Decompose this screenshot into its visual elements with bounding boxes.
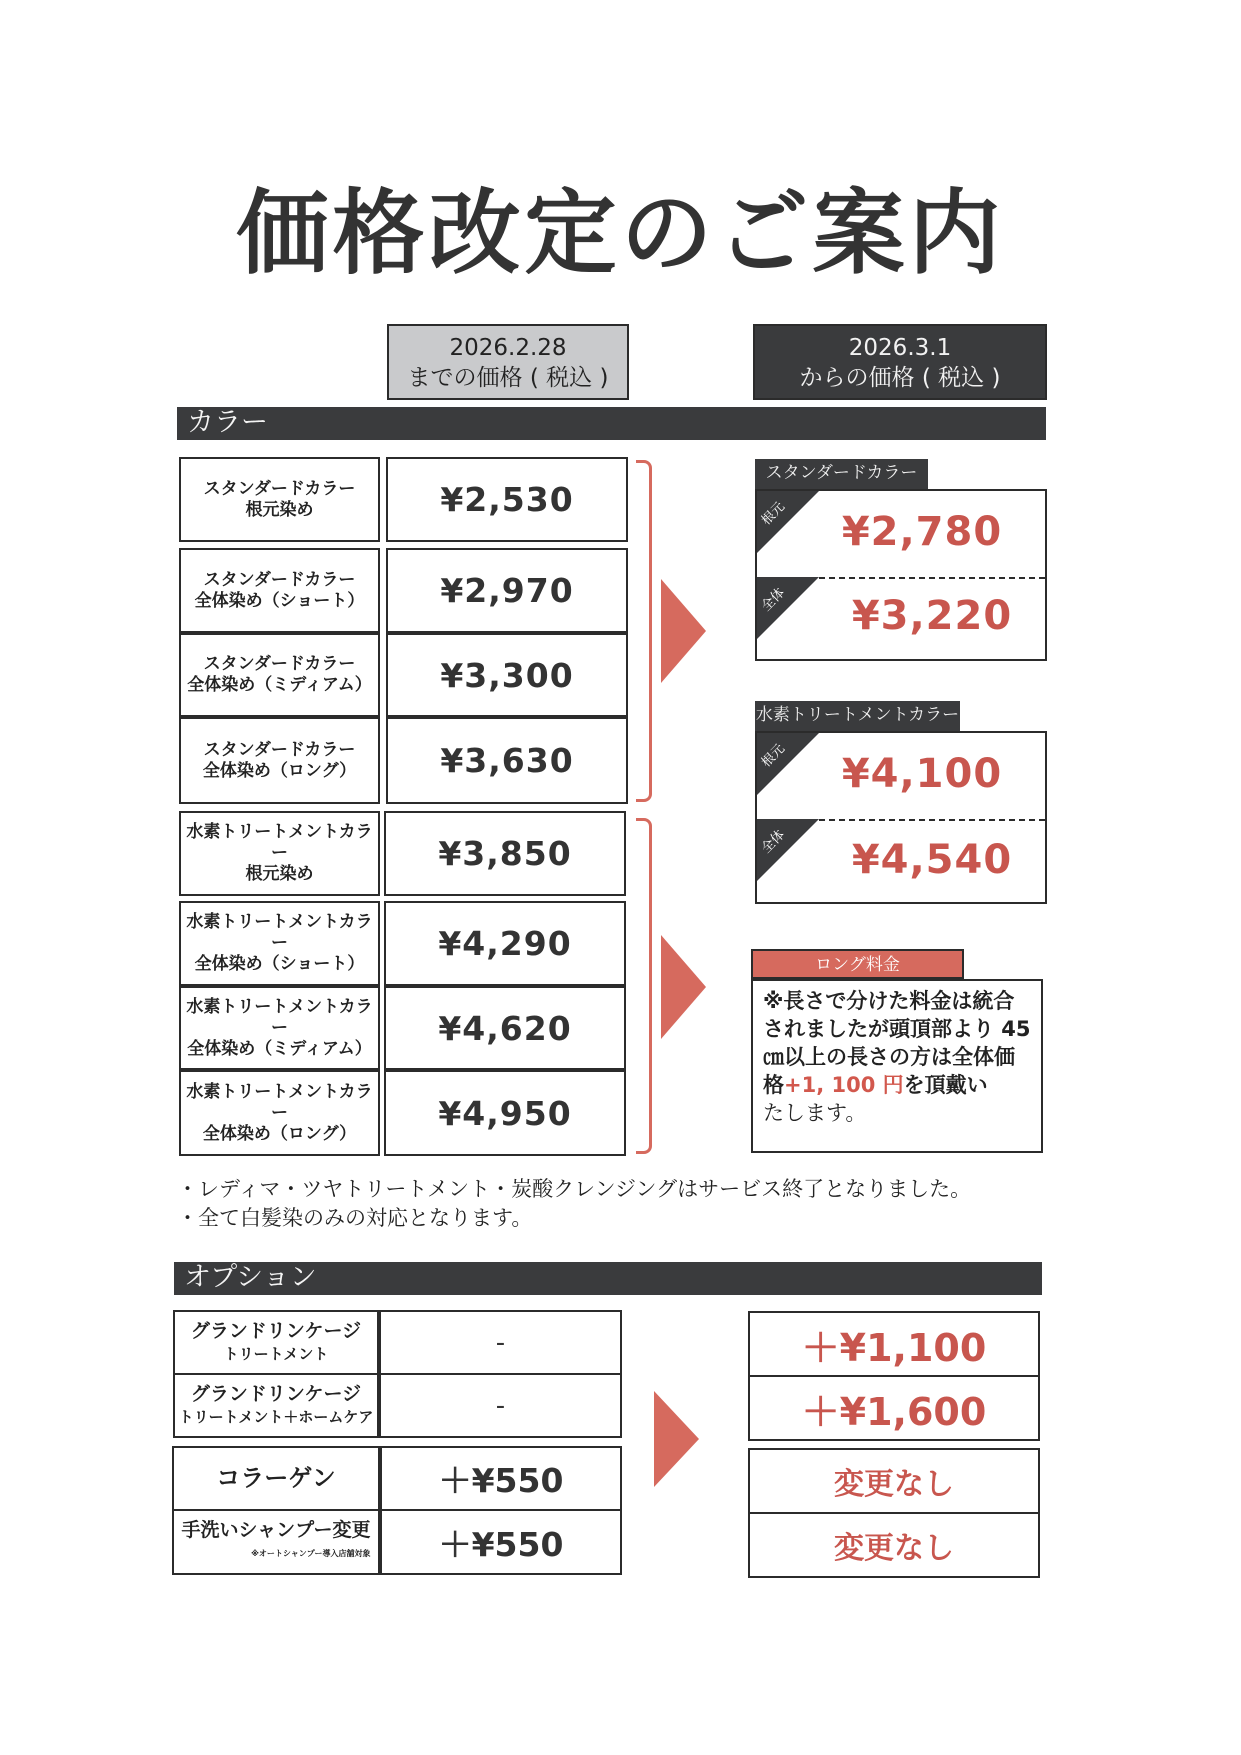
old-price-date: 2026.2.28 bbox=[449, 335, 567, 361]
root-label: 根元 bbox=[758, 741, 788, 771]
row-label-line1: 水素トリートメントカラー bbox=[186, 1081, 373, 1123]
table-row-price bbox=[384, 901, 626, 986]
color-section-bar: カラー bbox=[177, 407, 1046, 440]
long-fee-box bbox=[751, 979, 1043, 1153]
row-label-line1: 水素トリートメントカラー bbox=[186, 996, 373, 1038]
old-price: ¥4,290 bbox=[438, 924, 572, 963]
dashed-divider bbox=[819, 577, 1045, 579]
table-row-label bbox=[179, 901, 380, 986]
option-label bbox=[172, 1446, 380, 1511]
table-row-price bbox=[384, 1070, 626, 1156]
option-old-price-cell bbox=[380, 1446, 622, 1511]
old-price: ¥3,300 bbox=[440, 655, 574, 695]
option-note: ※オートシャンプー導入店舗対象 bbox=[251, 1549, 371, 1558]
option-name: コラーゲン bbox=[216, 1464, 336, 1492]
option-old-price-cell bbox=[379, 1310, 622, 1375]
row-label-line2: 全体染め（ショート） bbox=[194, 590, 365, 611]
full-label: 全体 bbox=[758, 585, 788, 615]
row-label-line1: 水素トリートメントカラー bbox=[186, 822, 373, 863]
hydrogen-new-price-box bbox=[755, 731, 1047, 904]
arrow-right-icon bbox=[661, 935, 706, 1039]
option-new-price-cell bbox=[748, 1311, 1040, 1377]
row-label-line1: スタンダードカラー bbox=[203, 739, 356, 760]
table-row-price bbox=[386, 457, 628, 542]
row-label-line2: 根元染め bbox=[245, 864, 314, 884]
option-old-price: ＋¥550 bbox=[438, 1461, 564, 1500]
hydrogen-full-new-price: ¥4,540 bbox=[851, 837, 1013, 883]
new-price-header bbox=[753, 324, 1047, 400]
table-row-label bbox=[179, 548, 380, 633]
row-label-line2: 全体染め（ロング） bbox=[202, 760, 357, 781]
old-price-header bbox=[387, 324, 629, 400]
long-fee-tab: ロング料金 bbox=[751, 949, 964, 979]
row-label-line1: スタンダードカラー bbox=[203, 478, 356, 499]
service-notes bbox=[177, 1175, 1077, 1233]
standard-new-price-box bbox=[755, 489, 1047, 661]
option-old-price-cell bbox=[379, 1373, 622, 1438]
table-row-label bbox=[179, 633, 380, 717]
arrow-right-icon bbox=[654, 1391, 699, 1487]
standard-color-tab: スタンダードカラー bbox=[755, 459, 928, 489]
old-price: ¥2,970 bbox=[440, 571, 574, 610]
table-row-label bbox=[179, 811, 380, 896]
hydrogen-color-tab: 水素トリートメントカラー bbox=[755, 701, 960, 731]
standard-full-new-price: ¥3,220 bbox=[851, 593, 1013, 639]
table-row-label bbox=[179, 986, 380, 1070]
row-label-line1: 水素トリートメントカラー bbox=[186, 912, 373, 953]
arrow-right-icon bbox=[661, 579, 706, 683]
full-label: 全体 bbox=[758, 827, 788, 857]
option-new-price-cell bbox=[748, 1448, 1040, 1514]
option-label bbox=[173, 1373, 379, 1438]
row-label-line1: スタンダードカラー bbox=[203, 654, 356, 674]
option-old-price: ＋¥550 bbox=[438, 1524, 564, 1564]
option-sub: トリートメント bbox=[223, 1344, 329, 1363]
old-price-sub: までの価格 ( 税込 ) bbox=[407, 365, 609, 391]
option-new-price: ＋¥1,600 bbox=[801, 1389, 987, 1434]
hydrogen-root-new-price: ¥4,100 bbox=[841, 751, 1003, 797]
option-section-bar: オプション bbox=[174, 1262, 1042, 1295]
table-row-label bbox=[179, 717, 380, 804]
option-name: 手洗いシャンプー変更 bbox=[181, 1519, 371, 1541]
row-label-line2: 全体染め（ロング） bbox=[202, 1123, 357, 1144]
hydrogen-bracket bbox=[636, 818, 652, 1154]
table-row-price bbox=[384, 986, 626, 1070]
standard-root-new-price: ¥2,780 bbox=[841, 509, 1003, 555]
long-fee-text: ※長さで分けた料金は統合されましたが頭頂部より 45 ㎝以上の長さの方は全 bbox=[763, 989, 1031, 1069]
old-price: ¥4,620 bbox=[438, 1008, 572, 1048]
option-name: グランドリンケージ bbox=[190, 1319, 362, 1342]
row-label-line2: 全体染め（ミディアム） bbox=[187, 1038, 372, 1059]
old-price: ¥2,530 bbox=[440, 480, 574, 519]
long-fee-text-b: 体価格 bbox=[763, 1045, 1015, 1097]
option-new-price-cell bbox=[748, 1375, 1040, 1441]
option-label bbox=[172, 1509, 380, 1575]
note-line: ・全て白髪染のみの対応となります。 bbox=[177, 1206, 533, 1230]
table-row-label bbox=[179, 1070, 380, 1156]
option-new-price: 変更なし bbox=[834, 1467, 954, 1502]
option-new-price: ＋¥1,100 bbox=[801, 1325, 987, 1370]
old-price: ¥3,850 bbox=[438, 834, 572, 873]
standard-bracket bbox=[636, 460, 652, 802]
table-row-price bbox=[386, 548, 628, 633]
option-new-price: 変更なし bbox=[834, 1531, 954, 1566]
row-label-line2: 全体染め（ミディアム） bbox=[187, 675, 372, 695]
new-price-date: 2026.3.1 bbox=[848, 335, 952, 361]
row-label-line2: 根元染め bbox=[245, 499, 314, 520]
option-name: グランドリンケージ bbox=[190, 1382, 362, 1405]
table-row-price bbox=[386, 717, 628, 804]
dashed-divider bbox=[819, 819, 1045, 821]
long-fee-text-d: たします。 bbox=[763, 1101, 867, 1125]
old-price: ¥4,950 bbox=[438, 1093, 572, 1133]
option-old-price-cell bbox=[380, 1509, 622, 1575]
option-old-price: - bbox=[495, 1327, 506, 1358]
page-title: 価格改定のご案内 bbox=[236, 180, 1005, 287]
option-sub: トリートメント＋ホームケア bbox=[178, 1407, 374, 1426]
long-fee-text-c: を頂戴い bbox=[903, 1073, 988, 1097]
table-row-price bbox=[384, 811, 626, 896]
option-new-price-cell bbox=[748, 1512, 1040, 1578]
long-fee-highlight: +1, 100 円 bbox=[784, 1073, 904, 1097]
new-price-sub: からの価格 ( 税込 ) bbox=[799, 365, 1001, 391]
table-row-label bbox=[179, 457, 380, 542]
note-line: ・レディマ・ツヤトリートメント・炭酸クレンジングはサービス終了となりました。 bbox=[177, 1177, 972, 1201]
old-price: ¥3,630 bbox=[440, 741, 574, 780]
row-label-line2: 全体染め（ショート） bbox=[194, 954, 365, 974]
table-row-price bbox=[386, 633, 628, 717]
root-label: 根元 bbox=[758, 499, 788, 529]
row-label-line1: スタンダードカラー bbox=[203, 569, 356, 590]
option-label bbox=[173, 1310, 379, 1375]
option-old-price: - bbox=[495, 1390, 506, 1421]
